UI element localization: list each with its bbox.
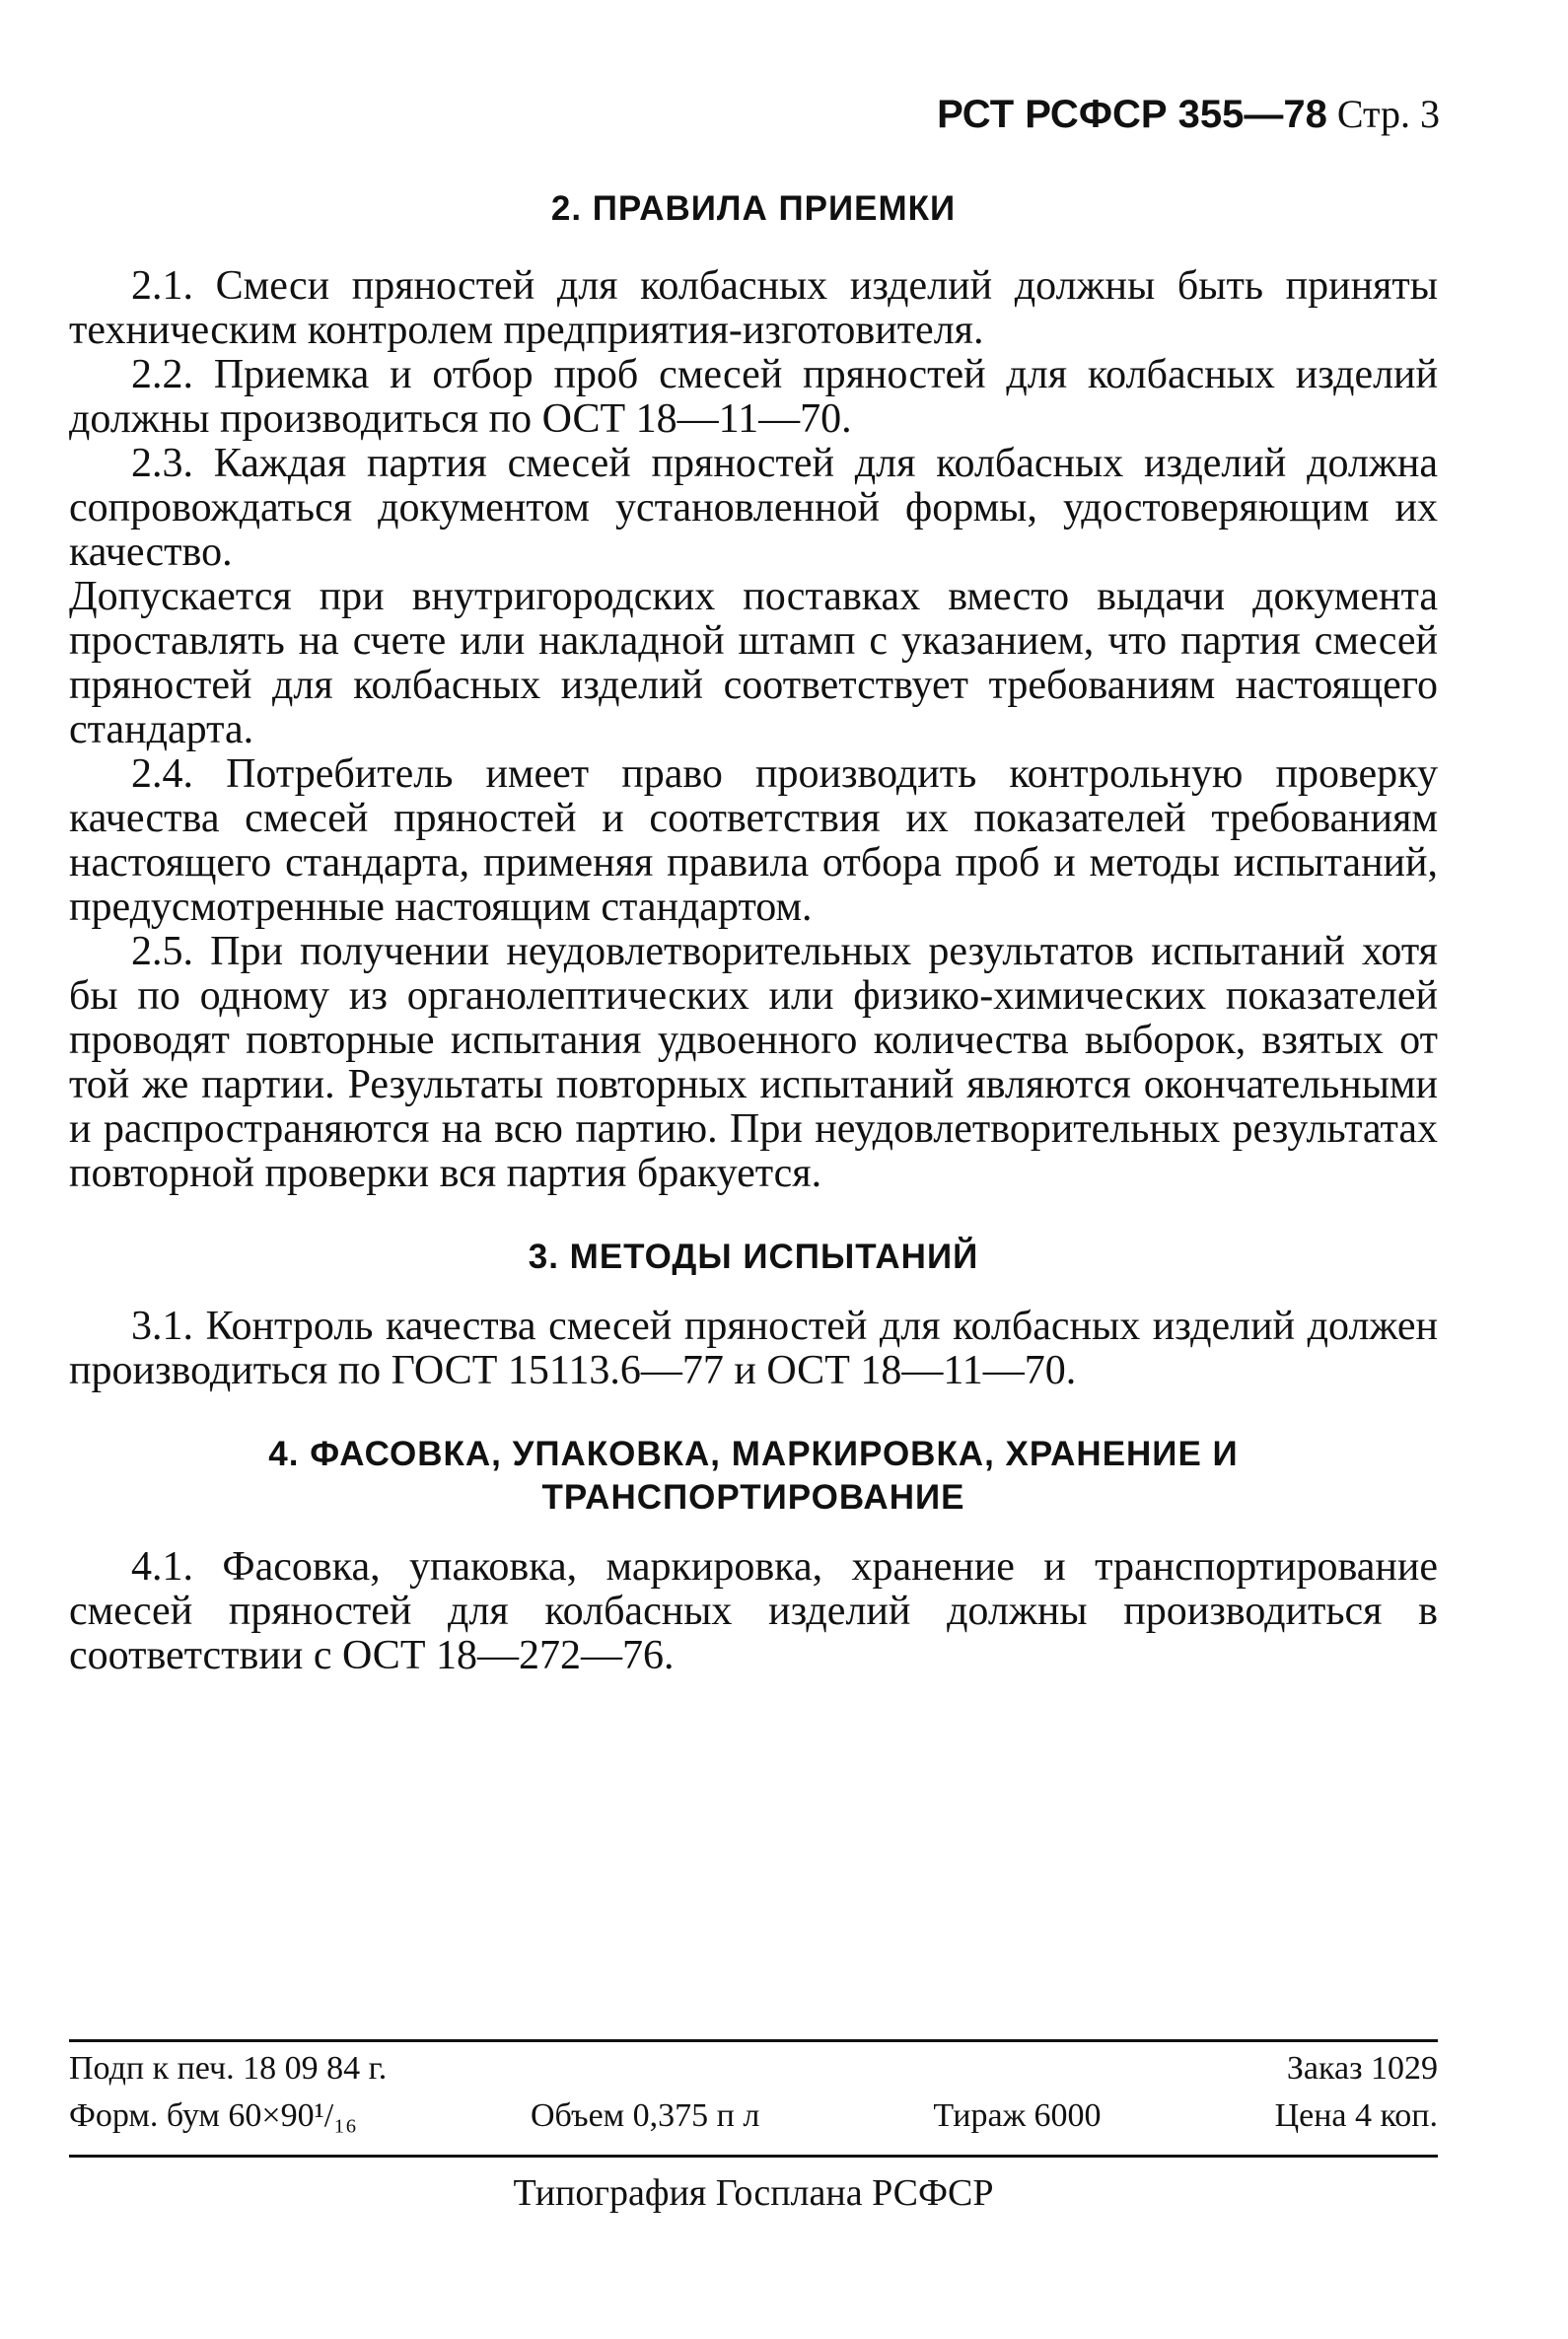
clause-2-5: 2.5. При получении неудовлетворительных результатов испытаний хотя бы по одному из органолептических или физико-химических показателей проводят повторные испытания удвоенного количества выборок, взятых от той же партии. Результаты повторных испытаний являются окончательными и распространяются на всю партию. При неудовлетворительных результатах повторной проверки вся партия бракуется. bbox=[69, 929, 1438, 1196]
footer-bottom-rule bbox=[69, 2155, 1438, 2158]
footer-top-rule bbox=[69, 2039, 1438, 2042]
clause-2-2: 2.2. Приемка и отбор проб смесей пряностей для колбасных изделий должны производиться по ОСТ 18—11—70. bbox=[69, 352, 1438, 442]
printer-name: Типография Госплана РСФСР bbox=[513, 2172, 994, 2214]
section-4-title-line1: 4. ФАСОВКА, УПАКОВКА, МАРКИРОВКА, ХРАНЕНИЕ И bbox=[268, 1435, 1239, 1473]
imprint-row-2 bbox=[69, 2097, 1438, 2145]
page-number: Стр. 3 bbox=[1336, 92, 1440, 136]
section-3-title: 3. МЕТОДЫ ИСПЫТАНИЙ bbox=[528, 1238, 979, 1276]
standard-number: РСТ РСФСР 355—78 bbox=[937, 93, 1327, 136]
section-4-title-line2: ТРАНСПОРТИРОВАНИЕ bbox=[541, 1478, 965, 1517]
document-body bbox=[69, 187, 1438, 1678]
print-volume: Объем 0,375 п л bbox=[530, 2097, 760, 2134]
signed-to-print: Подп к печ. 18 09 84 г. bbox=[69, 2050, 388, 2087]
clause-2-3-note: Допускается при внутригородских поставках вместо выдачи документа проставлять на счете или накладной штамп с указанием, что партия смесей пряностей для колбасных изделий соответствует требованиям настоящего стандарта. bbox=[69, 574, 1438, 752]
section-2-title: 2. ПРАВИЛА ПРИЕМКИ bbox=[550, 189, 957, 228]
clause-3-1: 3.1. Контроль качества смесей пряностей для колбасных изделий должен производиться по ГОСТ 15113.6—77 и ОСТ 18—11—70. bbox=[69, 1304, 1438, 1393]
order-number: Заказ 1029 bbox=[1286, 2050, 1438, 2087]
print-run: Тираж 6000 bbox=[933, 2097, 1102, 2134]
section-4-title bbox=[69, 1433, 1438, 1520]
imprint-row-1 bbox=[69, 2050, 1438, 2097]
clause-2-1: 2.1. Смеси пряностей для колбасных изделий должны быть приняты техническим контролем предприятия-изготовителя. bbox=[69, 263, 1438, 353]
price: Цена 4 коп. bbox=[1274, 2097, 1438, 2134]
imprint-footer bbox=[69, 2039, 1438, 2215]
clause-4-1: 4.1. Фасовка, упаковка, маркировка, хранение и транспортирование смесей пряностей для колбасных изделий должны производиться в соответствии с ОСТ 18—272—76. bbox=[69, 1544, 1438, 1678]
clause-2-3: 2.3. Каждая партия смесей пряностей для колбасных изделий должна сопровождаться документом установленной формы, удостоверяющим их качество. bbox=[69, 441, 1438, 575]
clause-2-4: 2.4. Потребитель имеет право производить контрольную проверку качества смесей пряностей и соответствия их показателей требованиям настоящего стандарта, применяя правила отбора проб и методы испытаний, предусмотренные настоящим стандартом. bbox=[69, 751, 1438, 930]
paper-format: Форм. бум 60×90¹/₁₆ bbox=[69, 2097, 357, 2134]
page-header bbox=[937, 91, 1440, 137]
